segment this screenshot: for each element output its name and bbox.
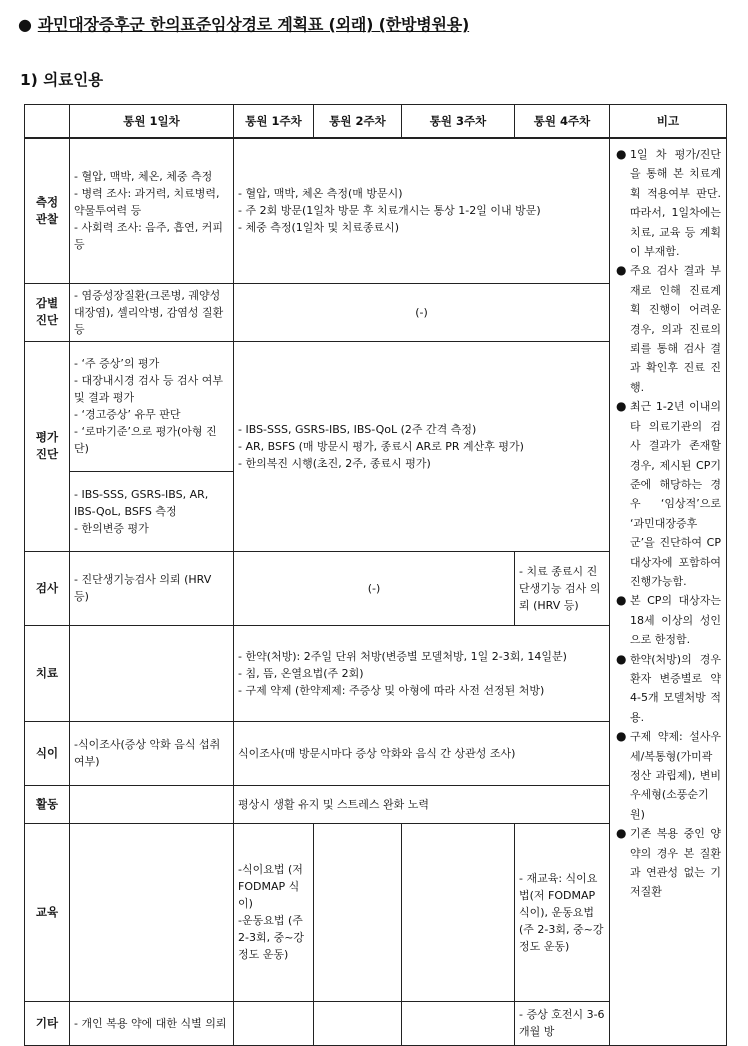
row-head-observe: 측정 관찰 [25, 138, 70, 283]
row-head-education: 교육 [25, 823, 70, 1001]
education-day1 [70, 823, 234, 1001]
other-week4: - 증상 호전시 3-6개월 방 [515, 1001, 610, 1045]
exam-day1: - 진단생기능검사 의뢰 (HRV 등) [70, 551, 234, 625]
clinical-pathway-table [24, 104, 727, 1046]
row-head-differential: 감별 진단 [25, 283, 70, 341]
header-week3: 통원 3주차 [402, 105, 515, 139]
differential-day1: - 염증성장질환(크론병, 궤양성대장염), 셀리악병, 감염성 질환 등 [70, 283, 234, 341]
row-head-assessment: 평가 진단 [25, 341, 70, 551]
observe-day1: - 혈압, 맥박, 체온, 체중 측정 - 병력 조사: 과거력, 치료병력, 약물투여력 등 - 사회력 조사: 음주, 흡연, 커피 등 [70, 138, 234, 283]
header-row [25, 105, 727, 139]
remark-item: ● 기존 복용 중인 양약의 경우 본 질환과 연관성 없는 기저질환 [616, 826, 721, 899]
title-text: 과민대장증후군 한의표준임상경로 계획표 (외래) (한방병원용) [37, 15, 470, 34]
exam-weeks: (-) [234, 551, 515, 625]
title-bullet: ● [18, 15, 32, 34]
row-head-treatment: 치료 [25, 625, 70, 721]
activity-day1 [70, 785, 234, 823]
other-day1: - 개인 복용 약에 대한 식별 의뢰 [70, 1001, 234, 1045]
assessment-weeks: - IBS-SSS, GSRS-IBS, IBS-QoL (2주 간격 측정) - AR, BSFS (매 방문시 평가, 종료시 AR로 PR 계산후 평가) - 한의복진 시행(초진, 2주, 종료시 평가) [234, 341, 610, 551]
row-head-diet: 식이 [25, 721, 70, 785]
remark-item: ● 1일 차 평가/진단을 통해 본 치료계획 적용여부 판단. 따라서, 1일차에는 치료, 교육 등 계획이 부재함. [616, 147, 721, 259]
observe-weeks: - 혈압, 맥박, 체온 측정(매 방문시) - 주 2회 방문(1일차 방문 후 치료개시는 통상 1-2일 이내 방문) - 체중 측정(1일차 및 치료종료시) [234, 138, 610, 283]
remark-item: ● 한약(처방)의 경우 환자 변증별로 약 4-5개 모델처방 적용. [616, 651, 721, 724]
section-heading: 1) 의료인용 [20, 71, 104, 89]
row-head-activity: 활동 [25, 785, 70, 823]
remark-item: ● 구제 약제: 설사우세/복통형(가미곽정산 과립제), 변비우세형(소풍순기원) [616, 729, 721, 821]
treatment-weeks: - 한약(처방): 2주일 단위 처방(변증별 모델처방, 1일 2-3회, 14일분) - 침, 뜸, 온열요법(주 2회) - 구제 약제 (한약제제: 주증상 및 아형에 따라 사전 선정된 처방) [234, 625, 610, 721]
remark-item: ● 최근 1-2년 이내의 타 의료기관의 검사 결과가 존재할 경우, 제시된 CP기준에 해당하는 경우 ‘임상적’으로 ‘과민대장증후군’을 진단하여 CP 대상자에 포함하여 진행가능함. [616, 399, 721, 588]
diet-day1: -식이조사(증상 악화 음식 섭취 여부) [70, 721, 234, 785]
other-week3 [402, 1001, 515, 1045]
header-week2: 통원 2주차 [314, 105, 402, 139]
education-week4: - 재교육: 식이요법(저 FODMAP 식이), 운동요법(주 2-3회, 중~강 정도 운동) [515, 823, 610, 1001]
exam-week4: - 치료 종료시 진단생기능 검사 의뢰 (HRV 등) [515, 551, 610, 625]
header-day1: 통원 1일차 [70, 105, 234, 139]
remark-item: ● 본 CP의 대상자는 18세 이상의 성인으로 한정함. [616, 593, 721, 647]
activity-weeks: 평상시 생활 유지 및 스트레스 완화 노력 [234, 785, 610, 823]
row-observe [25, 138, 727, 283]
header-remarks: 비고 [610, 105, 727, 139]
assessment-day1-bottom: - IBS-SSS, GSRS-IBS, AR, IBS-QoL, BSFS 측정 - 한의변증 평가 [70, 471, 234, 551]
other-week2 [314, 1001, 402, 1045]
education-week3 [402, 823, 515, 1001]
treatment-day1 [70, 625, 234, 721]
header-empty [25, 105, 70, 139]
row-head-exam: 검사 [25, 551, 70, 625]
header-week4: 통원 4주차 [515, 105, 610, 139]
differential-weeks: (-) [234, 283, 610, 341]
remarks-cell [610, 138, 727, 1045]
assessment-day1-top: - ‘주 증상’의 평가 - 대장내시경 검사 등 검사 여부 및 결과 평가 - ‘경고증상’ 유무 판단 - ‘로마기준’으로 평가(아형 진단) [70, 341, 234, 471]
remark-item: ● 주요 검사 결과 부재로 인해 진료계획 진행이 어려운 경우, 의과 진료의뢰를 통해 검사 결과 확인후 진료 진행. [616, 263, 721, 394]
education-week1: -식이요법 (저 FODMAP 식이) -운동요법 (주 2-3회, 중~강 정도 운동) [234, 823, 314, 1001]
page-title [18, 12, 469, 35]
other-week1 [234, 1001, 314, 1045]
diet-weeks: 식이조사(매 방문시마다 증상 악화와 음식 간 상관성 조사) [234, 721, 610, 785]
header-week1: 통원 1주차 [234, 105, 314, 139]
education-week2 [314, 823, 402, 1001]
row-head-other: 기타 [25, 1001, 70, 1045]
